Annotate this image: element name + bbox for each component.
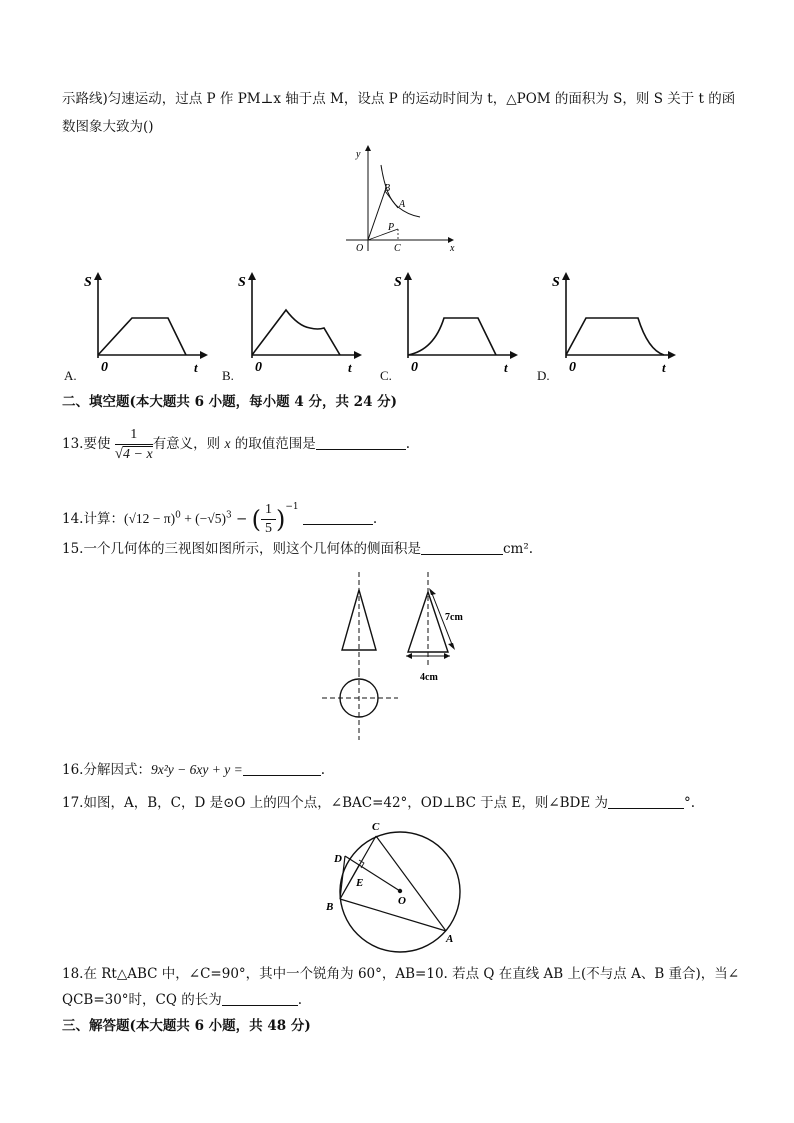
option-b-graph <box>236 270 364 380</box>
q14-frac-den: 5 <box>264 521 272 536</box>
q14-answer-blank[interactable] <box>303 510 373 525</box>
q17 <box>62 793 695 813</box>
q13-num: 1 <box>115 426 153 445</box>
q16-expr: 9x²y − 6xy + y = <box>150 762 243 777</box>
option-d-label[interactable]: D. <box>537 368 550 383</box>
q17-d-label: D <box>334 853 342 865</box>
option-d-graph <box>550 270 678 380</box>
q13 <box>62 424 410 464</box>
q13-end: . <box>405 436 411 452</box>
fig-o-label: O <box>356 243 364 254</box>
option-d-t: t <box>662 360 666 375</box>
q14-expr-c: − <box>231 511 252 527</box>
option-c-o: 0 <box>411 360 418 375</box>
fig-a-label: A <box>399 199 406 210</box>
q17-a-label: A <box>446 933 454 945</box>
q18-line2 <box>62 990 302 1010</box>
option-c-label[interactable]: C. <box>380 368 392 383</box>
option-a-o: 0 <box>101 360 108 375</box>
q14-expr-b: + (−√5) <box>180 511 226 526</box>
fig-p-label: P <box>388 222 395 233</box>
q17-e-label: E <box>356 877 364 889</box>
q15-three-views <box>318 568 478 744</box>
q17-b-label: B <box>326 901 334 913</box>
section2-heading: 二、填空题(本大题共 6 小题，每小题 4 分，共 24 分) <box>62 394 398 410</box>
q18-line2a: QCB=30°时，CQ 的长为 <box>62 992 222 1008</box>
fig-x-label: x <box>450 243 455 254</box>
q18-line2b: . <box>297 992 303 1008</box>
q15-text: 15.一个几何体的三视图如图所示，则这个几何体的侧面积是 <box>62 541 421 557</box>
q13-suffix-a: 有意义，则 <box>152 436 225 452</box>
q17-end: °. <box>684 795 696 811</box>
q12-line2: 数图象大致为() <box>62 119 154 135</box>
q13-answer-blank[interactable] <box>316 435 406 450</box>
q13-fraction <box>115 426 153 464</box>
option-d-o: 0 <box>569 360 576 375</box>
option-a-graph <box>82 270 210 380</box>
q13-den: √4 − x <box>114 445 153 462</box>
option-c-graph <box>392 270 520 380</box>
q17-text: 17.如图，A，B，C，D 是⊙O 上的四个点，∠BAC=42°，OD⊥BC 于点 E，则∠BDE 为 <box>62 795 609 811</box>
q13-radicand: 4 − x <box>123 446 153 462</box>
option-b-label[interactable]: B. <box>222 368 234 383</box>
q12-figure <box>338 143 458 255</box>
option-b-t: t <box>348 360 352 375</box>
q14-expr-a: (√12 − π) <box>123 511 176 526</box>
fig-b-label: B <box>384 183 391 194</box>
q15-base-label: 4cm <box>420 672 438 683</box>
q16 <box>62 760 325 780</box>
q16-answer-blank[interactable] <box>243 761 321 776</box>
fig-y-label: y <box>356 149 361 160</box>
fig-c-label: C <box>394 243 401 254</box>
option-a-label[interactable]: A. <box>64 368 77 383</box>
q14-end: . <box>372 511 378 527</box>
q14-fraction <box>261 501 276 538</box>
option-a-s: S <box>84 275 92 290</box>
q17-answer-blank[interactable] <box>608 794 684 809</box>
option-c-s: S <box>394 275 402 290</box>
q14-frac-num: 1 <box>261 501 276 520</box>
q15-slant-label: 7cm <box>445 612 463 623</box>
q15-answer-blank[interactable] <box>421 540 503 555</box>
q14-exp-b: 3 <box>225 510 232 521</box>
option-c-t: t <box>504 360 508 375</box>
q18-answer-blank[interactable] <box>222 991 298 1006</box>
option-b-s: S <box>238 275 246 290</box>
q12-line1: 示路线)匀速运动，过点 P 作 PM⊥x 轴于点 M，设点 P 的运动时间为 t，△POM 的面积为 S，则 S 关于 t 的函 <box>62 91 736 107</box>
q14-exp-a: 0 <box>175 510 181 521</box>
q14: 14.计算：$(√12 - \pi)^0 + (-√5)^3$ − ( $\frac{1}{5}$ )$^{-1}$ . <box>62 502 378 536</box>
q17-c-label: C <box>372 821 380 833</box>
q15-unit: cm². <box>502 541 534 557</box>
option-d-s: S <box>552 275 560 290</box>
section3-heading: 三、解答题(本大题共 6 小题，共 48 分) <box>62 1018 311 1034</box>
q14-prefix: 14.计算： <box>62 511 124 527</box>
q13-prefix: 13.要使 <box>62 436 111 452</box>
q13-suffix-b: 的取值范围是 <box>230 436 316 452</box>
q14-exp-c: −1 <box>285 502 299 512</box>
q18-line1: 18.在 Rt△ABC 中，∠C=90°，其中一个锐角为 60°，AB=10. 若点 Q 在直线 AB 上(不与点 A、B 重合)，当∠ <box>62 966 740 982</box>
q13-var: x <box>224 436 231 451</box>
option-a-t: t <box>194 360 198 375</box>
option-b-o: 0 <box>255 360 262 375</box>
q17-o-label: O <box>398 895 406 907</box>
q15 <box>62 539 533 559</box>
q16-prefix: 16.分解因式： <box>62 762 151 778</box>
q17-circle-figure <box>326 818 466 962</box>
q16-end: . <box>320 762 325 778</box>
